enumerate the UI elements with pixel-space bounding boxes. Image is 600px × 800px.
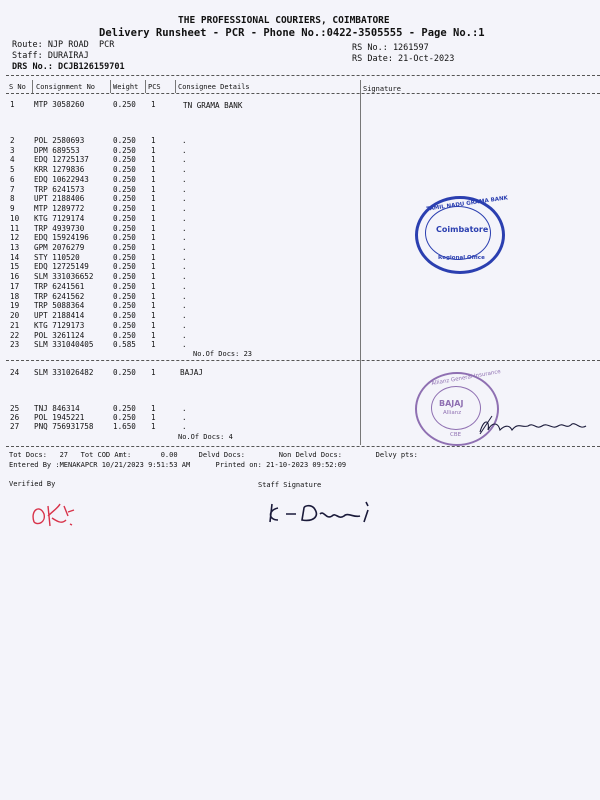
- weight: 0.250: [113, 404, 136, 413]
- header-divider: [6, 75, 600, 76]
- consignment-no: SLM 331036652: [34, 272, 94, 282]
- sno: 14: [10, 252, 20, 262]
- pcs: 1: [151, 165, 156, 175]
- consignment-no: PNQ 756931758: [34, 422, 94, 431]
- table-row: [0, 272, 600, 282]
- weight: 0.250: [113, 330, 136, 340]
- table-row: [0, 340, 600, 350]
- sno: 27: [10, 422, 20, 431]
- rs-number: RS No.: 1261597: [352, 43, 429, 53]
- consignment-no: EDQ 10622943: [34, 174, 89, 184]
- weight: 0.250: [113, 281, 136, 291]
- sno: 2: [10, 136, 15, 145]
- weight: 0.250: [113, 320, 136, 330]
- consignee-mark: .: [182, 204, 187, 214]
- consignee-mark: .: [182, 404, 187, 413]
- table-row: [0, 100, 600, 110]
- col-sep: [175, 80, 176, 93]
- totals-line: Tot Docs: 27 Tot COD Amt: 0.00 Delvd Docs: Non Delvd Docs: Delvy pts:: [9, 451, 418, 459]
- staff-label: Staff: DURAIRAJ: [12, 51, 89, 61]
- column-header-divider: [6, 93, 600, 94]
- sno: 15: [10, 262, 20, 272]
- entered-by-line: Entered By :MENAKAPCR 10/21/2023 9:51:53 AM Printed on: 21-10-2023 09:52:09: [9, 461, 347, 469]
- pcs: 1: [151, 213, 156, 223]
- consignee-mark: .: [182, 422, 187, 431]
- weight: 0.250: [113, 145, 136, 155]
- weight: 0.250: [113, 204, 136, 214]
- weight: 0.250: [113, 272, 136, 282]
- sno: 22: [10, 330, 20, 340]
- col-weight: Weight: [113, 83, 139, 91]
- consignee-mark: .: [182, 184, 187, 194]
- pcs: 1: [151, 311, 156, 321]
- tngb-stamp: [415, 195, 509, 274]
- pcs: 1: [151, 174, 156, 184]
- sno: 13: [10, 243, 20, 253]
- consignment-no: EDQ 15924196: [34, 233, 89, 243]
- consignment-no: TRP 4939730: [34, 223, 85, 233]
- pcs: 1: [151, 413, 156, 422]
- table-row: [0, 204, 600, 214]
- weight: 1.650: [113, 422, 136, 431]
- pcs: 1: [151, 136, 156, 145]
- consignee-mark: .: [182, 340, 187, 350]
- pcs: 1: [151, 301, 156, 311]
- weight: 0.250: [113, 233, 136, 243]
- table-row: [0, 214, 600, 224]
- group-divider: [6, 360, 600, 361]
- consignee-mark: .: [182, 165, 187, 175]
- table-row: [0, 165, 600, 175]
- tngb-stamp-bottom: Regional Office: [438, 255, 485, 261]
- consignee-mark: .: [182, 330, 187, 340]
- weight: 0.250: [113, 243, 136, 253]
- table-row: [0, 224, 600, 234]
- receiver-signature: [476, 412, 594, 440]
- weight: 0.585: [113, 340, 136, 350]
- weight: 0.250: [113, 223, 136, 233]
- sno: 8: [10, 194, 15, 204]
- sno: 1: [10, 100, 15, 109]
- table-row: [0, 233, 600, 243]
- consignment-no: EDQ 12725137: [34, 155, 89, 165]
- sno: 10: [10, 213, 20, 223]
- consignee-name: BAJAJ: [180, 368, 203, 377]
- sno: 11: [10, 223, 20, 233]
- sno: 18: [10, 291, 20, 301]
- verified-by-label: Verified By: [9, 480, 56, 488]
- sno: 7: [10, 184, 15, 194]
- sno: 5: [10, 165, 15, 175]
- weight: 0.250: [113, 184, 136, 194]
- company-name: THE PROFESSIONAL COURIERS, COIMBATORE: [178, 15, 390, 26]
- weight: 0.250: [113, 174, 136, 184]
- weight: 0.250: [113, 252, 136, 262]
- consignment-no: KTG 7129173: [34, 320, 85, 330]
- col-sep: [145, 80, 146, 93]
- consignee-mark: .: [182, 213, 187, 223]
- consignee-mark: .: [182, 136, 187, 145]
- pcs: 1: [151, 194, 156, 204]
- weight: 0.250: [113, 136, 136, 145]
- drs-number: DRS No.: DCJB126159701: [12, 62, 125, 72]
- pcs: 1: [151, 223, 156, 233]
- sno: 23: [10, 340, 20, 350]
- consignment-no: STY 110520: [34, 252, 80, 262]
- sno: 17: [10, 281, 20, 291]
- tngb-stamp-middle: Coimbatore: [436, 225, 489, 234]
- weight: 0.250: [113, 262, 136, 272]
- pcs: 1: [151, 330, 156, 340]
- pcs: 1: [151, 243, 156, 253]
- runsheet-title: Delivery Runsheet - PCR - Phone No.:0422-3505555 - Page No.:1: [99, 27, 485, 39]
- pcs: 1: [151, 272, 156, 282]
- consignee-mark: .: [182, 291, 187, 301]
- sno: 16: [10, 272, 20, 282]
- table-row: [0, 146, 600, 156]
- consignment-no: MTP 1289772: [34, 204, 85, 214]
- sno: 12: [10, 233, 20, 243]
- pcs: 1: [151, 340, 156, 350]
- consignee-mark: .: [182, 145, 187, 155]
- weight: 0.250: [113, 368, 136, 377]
- bajaj-stamp-bottom: CBE: [450, 432, 462, 438]
- consignee-mark: .: [182, 262, 187, 272]
- weight: 0.250: [113, 413, 136, 422]
- table-row: [0, 368, 600, 378]
- consignee-mark: .: [182, 301, 187, 311]
- staff-signature: [264, 498, 384, 528]
- pcs: 1: [151, 184, 156, 194]
- consignee-mark: .: [182, 272, 187, 282]
- pcs: 1: [151, 320, 156, 330]
- weight: 0.250: [113, 155, 136, 165]
- weight: 0.250: [113, 194, 136, 204]
- col-consignee: Consignee Details: [178, 83, 250, 91]
- sno: 9: [10, 204, 15, 214]
- consignee-mark: .: [182, 281, 187, 291]
- table-row: [0, 194, 600, 204]
- tngb-stamp-top: TAMIL NADU GRAMA BANK: [425, 195, 509, 213]
- table-row: [0, 185, 600, 195]
- rs-date: RS Date: 21-Oct-2023: [352, 54, 455, 64]
- consignment-no: TRP 6241573: [34, 184, 85, 194]
- pcs: 1: [151, 291, 156, 301]
- weight: 0.250: [113, 291, 136, 301]
- consignment-no: POL 2580693: [34, 136, 85, 145]
- consignee-mark: .: [182, 174, 187, 184]
- consignment-no: UPT 2188414: [34, 311, 85, 321]
- table-row: [0, 155, 600, 165]
- sno: 19: [10, 301, 20, 311]
- consignee-name: TN GRAMA BANK: [183, 101, 243, 110]
- consignment-no: TRP 6241561: [34, 281, 85, 291]
- pcs: 1: [151, 262, 156, 272]
- sno: 6: [10, 174, 15, 184]
- weight: 0.250: [113, 100, 136, 109]
- pcs: 1: [151, 100, 156, 109]
- consignee-mark: .: [182, 320, 187, 330]
- table-row: [0, 243, 600, 253]
- pcs: 1: [151, 204, 156, 214]
- table-row: [0, 262, 600, 272]
- doc-count: No.Of Docs: 23: [193, 350, 253, 358]
- consignment-no: DPM 689553: [34, 145, 80, 155]
- route-label: Route: NJP ROAD PCR: [12, 40, 115, 50]
- consignee-mark: .: [182, 252, 187, 262]
- consignee-mark: .: [182, 155, 187, 165]
- sno: 3: [10, 145, 15, 155]
- consignee-mark: .: [182, 311, 187, 321]
- consignment-no: TRP 6241562: [34, 291, 85, 301]
- verified-signature: [28, 498, 82, 532]
- pcs: 1: [151, 404, 156, 413]
- doc-count: No.Of Docs: 4: [178, 433, 233, 441]
- weight: 0.250: [113, 311, 136, 321]
- col-pcs: PCS: [148, 83, 161, 91]
- sno: 26: [10, 413, 20, 422]
- consignment-no: GPM 2076279: [34, 243, 85, 253]
- consignment-no: KTG 7129174: [34, 213, 85, 223]
- col-sep: [110, 80, 111, 93]
- sno: 24: [10, 368, 20, 377]
- consignment-no: POL 1945221: [34, 413, 85, 422]
- pcs: 1: [151, 233, 156, 243]
- table-row: [0, 292, 600, 302]
- consignment-no: MTP 3058260: [34, 100, 85, 109]
- table-row: [0, 175, 600, 185]
- pcs: 1: [151, 281, 156, 291]
- group-divider: [6, 446, 600, 447]
- staff-signature-label: Staff Signature: [258, 481, 322, 489]
- pcs: 1: [151, 155, 156, 165]
- consignment-no: KRR 1279836: [34, 165, 85, 175]
- sno: 4: [10, 155, 15, 165]
- table-row: [0, 136, 600, 146]
- consignment-no: SLM 331040405: [34, 340, 94, 350]
- consignment-no: POL 3261124: [34, 330, 85, 340]
- sno: 21: [10, 320, 20, 330]
- consignment-no: SLM 331026482: [34, 368, 94, 377]
- table-row: [0, 331, 600, 341]
- consignee-mark: .: [182, 194, 187, 204]
- bajaj-stamp-middle: BAJAJ: [439, 399, 464, 408]
- consignee-mark: .: [182, 223, 187, 233]
- consignment-no: UPT 2188406: [34, 194, 85, 204]
- consignee-mark: .: [182, 243, 187, 253]
- weight: 0.250: [113, 165, 136, 175]
- pcs: 1: [151, 368, 156, 377]
- col-signature: Signature: [363, 85, 401, 93]
- weight: 0.250: [113, 301, 136, 311]
- bajaj-stamp-top: Allianz General Insurance: [431, 368, 502, 388]
- consignment-no: EDQ 12725149: [34, 262, 89, 272]
- consignment-no: TRP 5088364: [34, 301, 85, 311]
- table-row: [0, 282, 600, 292]
- sno: 20: [10, 311, 20, 321]
- consignee-mark: .: [182, 413, 187, 422]
- table-row: [0, 301, 600, 311]
- col-consignment: Consignment No: [36, 83, 96, 91]
- pcs: 1: [151, 145, 156, 155]
- table-row: [0, 321, 600, 331]
- table-row: [0, 311, 600, 321]
- bajaj-stamp-sub: Allianz: [443, 410, 462, 416]
- sno: 25: [10, 404, 20, 413]
- consignee-mark: .: [182, 233, 187, 243]
- table-row: [0, 253, 600, 263]
- pcs: 1: [151, 252, 156, 262]
- weight: 0.250: [113, 213, 136, 223]
- pcs: 1: [151, 422, 156, 431]
- consignment-no: TNJ 846314: [34, 404, 80, 413]
- col-sno: S No: [9, 83, 26, 91]
- col-sep: [32, 80, 33, 93]
